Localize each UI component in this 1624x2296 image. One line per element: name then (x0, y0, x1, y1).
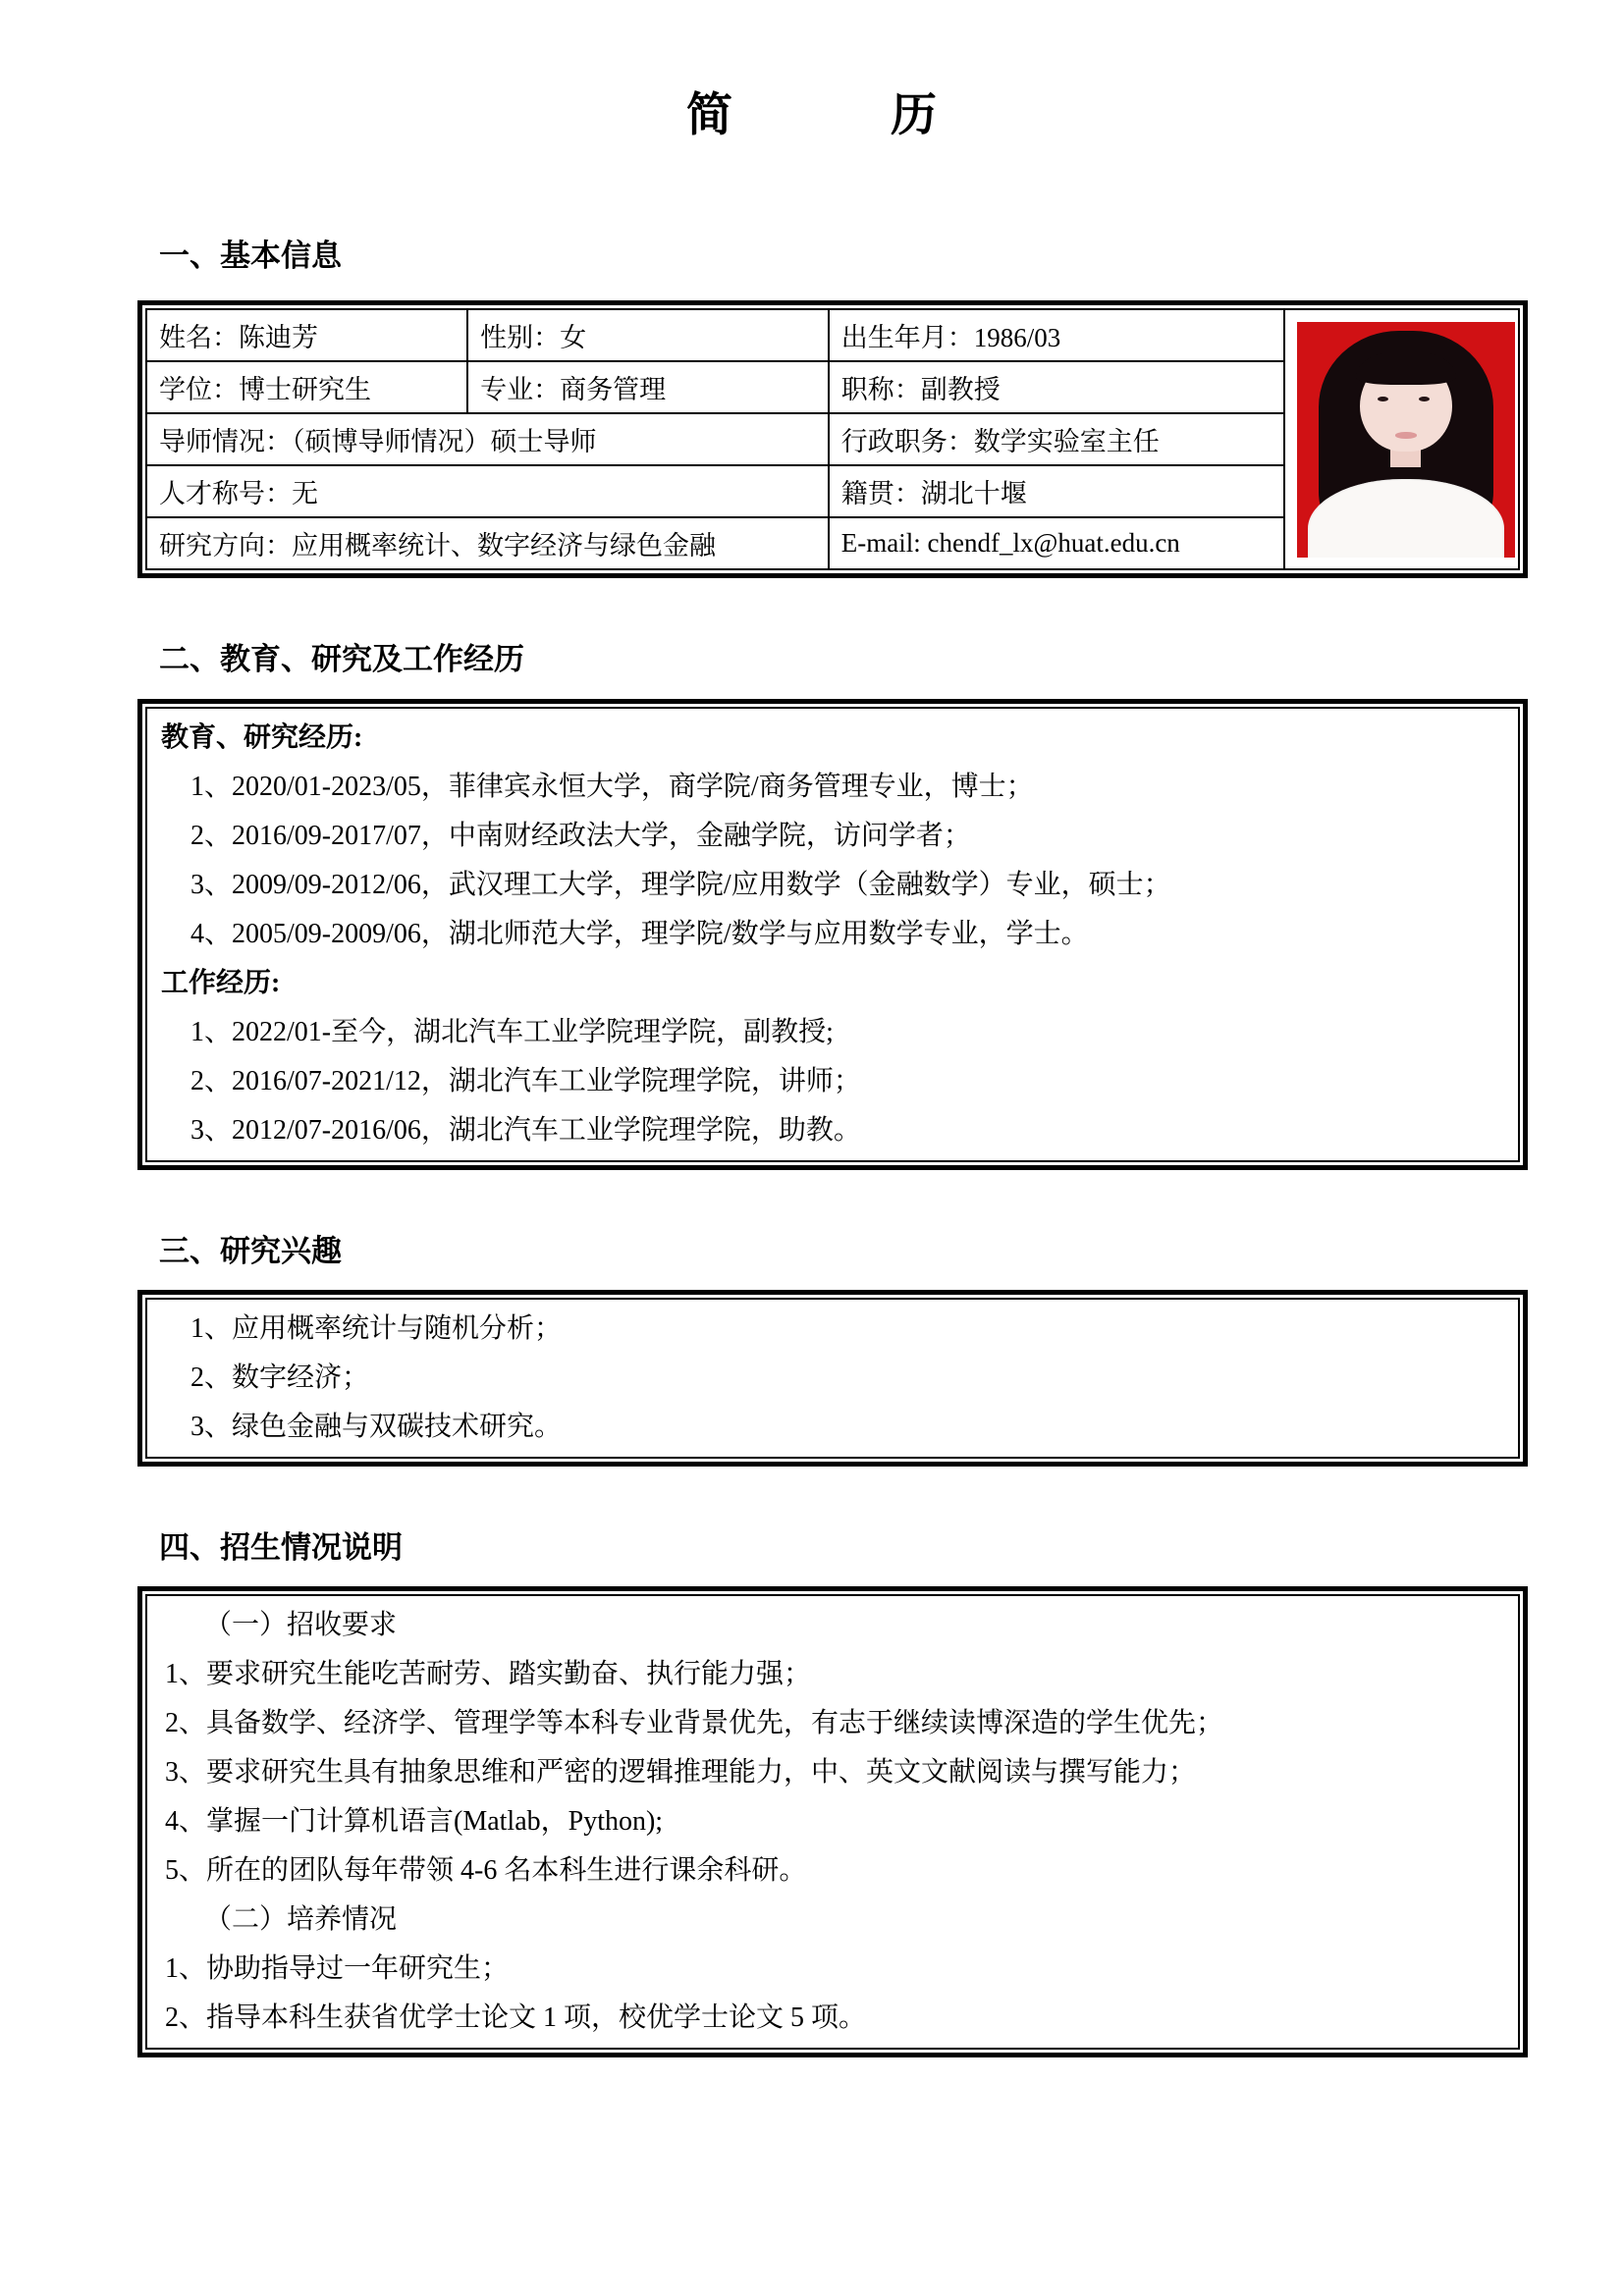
page-title (0, 79, 1624, 144)
experience-box-frame (137, 699, 1528, 1170)
title-char-right: 历 (891, 90, 938, 141)
training-item: 2、指导本科生获省优学士论文 1 项，校优学士论文 5 项。 (165, 2002, 867, 2033)
admissions-subheading-requirements: （一）招收要求 (204, 1610, 398, 1640)
cell-native-place: 籍贯：湖北十堰 (829, 465, 1284, 517)
section-heading-experience: 二、教育、研究及工作经历 (159, 642, 524, 676)
cell-major: 专业：商务管理 (467, 361, 829, 413)
title-char-left: 简 (686, 90, 733, 141)
work-item: 2、2016/07-2021/12，湖北汽车工业学院理学院，讲师； (190, 1066, 861, 1096)
requirement-item: 5、所在的团队每年带领 4-6 名本科生进行课余科研。 (165, 1855, 807, 1886)
photo-bangs-shape (1356, 352, 1456, 386)
education-item: 2、2016/09-2017/07，中南财经政法大学，金融学院，访问学者； (190, 821, 971, 851)
cell-birth: 出生年月：1986/03 (829, 309, 1284, 361)
cell-email: E-mail: chendf_lx@huat.edu.cn (829, 517, 1284, 569)
interests-box-frame (137, 1290, 1528, 1467)
education-item: 1、2020/01-2023/05，菲律宾永恒大学，商学院/商务管理专业，博士； (190, 772, 1034, 802)
requirement-item: 4、掌握一门计算机语言(Matlab，Python); (165, 1806, 664, 1837)
work-item: 1、2022/01-至今，湖北汽车工业学院理学院，副教授; (190, 1017, 834, 1047)
interest-item: 3、绿色金融与双碳技术研究。 (190, 1412, 563, 1442)
interest-item: 2、数字经济； (190, 1362, 370, 1393)
education-item: 4、2005/09-2009/06，湖北师范大学，理学院/数学与应用数学专业，学士。 (190, 919, 1089, 949)
interests-box (145, 1298, 1520, 1459)
basic-info-table (145, 308, 1520, 570)
cell-admin-duty: 行政职务：数学实验室主任 (829, 413, 1284, 465)
education-item: 3、2009/09-2012/06，武汉理工大学，理学院/应用数学（金融数学）专业，硕士； (190, 870, 1171, 900)
basic-info-table-frame (137, 300, 1528, 578)
work-label: 工作经历: (161, 968, 281, 998)
cell-title: 职称：副教授 (829, 361, 1284, 413)
cell-supervisor-status: 导师情况：（硕博导师情况）硕士导师 (146, 413, 829, 465)
section-heading-interests: 三、研究兴趣 (159, 1234, 342, 1268)
section-heading-basic-info: 一、基本信息 (159, 239, 342, 273)
cell-degree: 学位：博士研究生 (146, 361, 467, 413)
section-heading-admissions: 四、招生情况说明 (159, 1530, 403, 1565)
education-label: 教育、研究经历: (161, 722, 363, 753)
cell-research-direction: 研究方向：应用概率统计、数字经济与绿色金融 (146, 517, 829, 569)
requirement-item: 3、要求研究生具有抽象思维和严密的逻辑推理能力，中、英文文献阅读与撰写能力； (165, 1757, 1197, 1788)
id-photo (1297, 322, 1515, 558)
interest-item: 1、应用概率统计与随机分析； (190, 1313, 563, 1344)
admissions-box-frame (137, 1586, 1528, 2057)
cell-talent-title: 人才称号：无 (146, 465, 829, 517)
training-item: 1、协助指导过一年研究生； (165, 1953, 510, 1984)
table-row (146, 309, 1519, 361)
admissions-subheading-training: （二）培养情况 (204, 1904, 398, 1935)
experience-box (145, 707, 1520, 1162)
work-item: 3、2012/07-2016/06，湖北汽车工业学院理学院，助教。 (190, 1115, 861, 1146)
requirement-item: 2、具备数学、经济学、管理学等本科专业背景优先，有志于继续读博深造的学生优先； (165, 1708, 1224, 1738)
photo-cell (1284, 309, 1519, 569)
cell-gender: 性别：女 (467, 309, 829, 361)
requirement-item: 1、要求研究生能吃苦耐劳、踏实勤奋、执行能力强； (165, 1659, 812, 1689)
admissions-box (145, 1594, 1520, 2050)
cell-name: 姓名：陈迪芳 (146, 309, 467, 361)
